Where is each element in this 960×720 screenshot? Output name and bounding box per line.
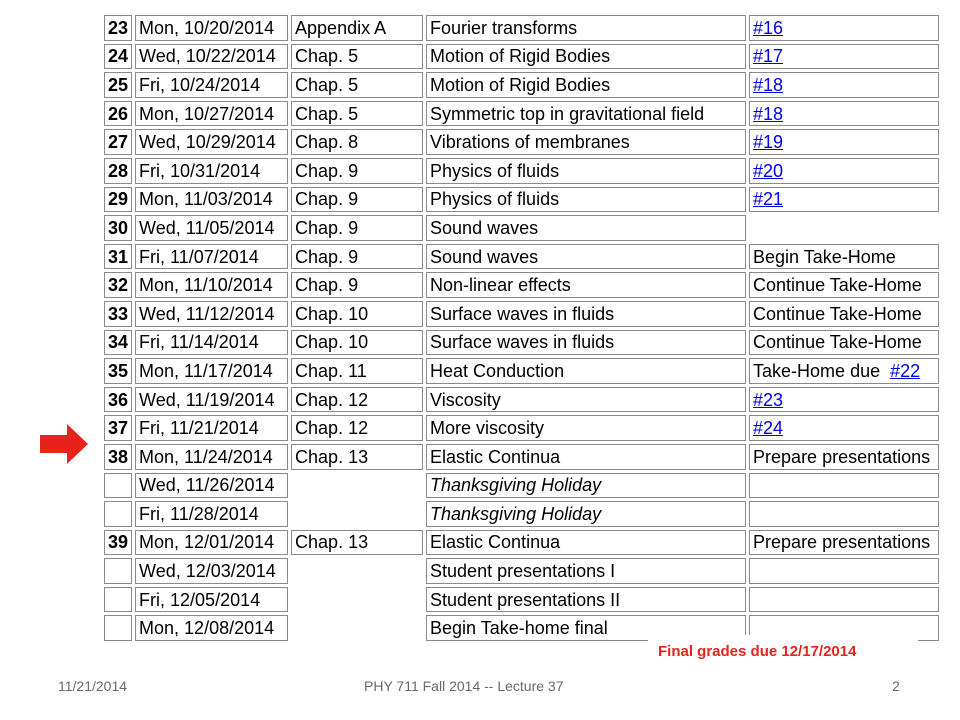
lecture-date-cell: Mon, 11/03/2014	[135, 187, 288, 213]
lecture-number-cell: 27	[104, 129, 132, 155]
lecture-number-cell: 23	[104, 15, 132, 41]
lecture-date-cell: Mon, 10/20/2014	[135, 15, 288, 41]
schedule-row	[104, 215, 939, 241]
topic-cell: Physics of fluids	[426, 158, 746, 184]
schedule-row	[104, 244, 939, 270]
lecture-number-cell: 34	[104, 330, 132, 356]
topic-cell: Elastic Continua	[426, 444, 746, 470]
chapter-cell: Chap. 12	[291, 387, 423, 413]
lecture-number-cell: 29	[104, 187, 132, 213]
chapter-cell: Chap. 9	[291, 244, 423, 270]
chapter-cell: Chap. 10	[291, 301, 423, 327]
homework-text: Begin Take-Home	[753, 246, 896, 267]
homework-text: Prepare presentations	[753, 446, 931, 467]
chapter-cell: Chap. 5	[291, 72, 423, 98]
final-grades-note	[648, 635, 918, 667]
homework-text: Take-Home due	[753, 360, 881, 381]
homework-link[interactable]: #20	[753, 160, 784, 181]
lecture-number-cell	[104, 615, 132, 641]
chapter-cell: Chap. 11	[291, 358, 423, 384]
homework-cell	[749, 587, 939, 613]
course-schedule-table	[101, 12, 942, 644]
homework-cell	[749, 358, 939, 384]
lecture-number-cell: 31	[104, 244, 132, 270]
topic-cell: Sound waves	[426, 215, 746, 241]
footer-course-title: PHY 711 Fall 2014 -- Lecture 37	[364, 678, 564, 694]
lecture-number-cell: 38	[104, 444, 132, 470]
lecture-date-cell: Wed, 11/26/2014	[135, 473, 288, 499]
homework-link[interactable]: #21	[753, 189, 784, 210]
schedule-row	[104, 101, 939, 127]
topic-cell: Vibrations of membranes	[426, 129, 746, 155]
lecture-number-cell: 30	[104, 215, 132, 241]
lecture-number-cell: 32	[104, 272, 132, 298]
lecture-number-cell	[104, 587, 132, 613]
schedule-row	[104, 358, 939, 384]
topic-cell: Fourier transforms	[426, 15, 746, 41]
schedule-row	[104, 530, 939, 556]
schedule-row	[104, 501, 939, 527]
chapter-cell	[291, 615, 423, 641]
lecture-number-cell: 25	[104, 72, 132, 98]
homework-cell	[749, 15, 939, 41]
homework-cell	[749, 301, 939, 327]
topic-cell: Elastic Continua	[426, 530, 746, 556]
chapter-cell: Chap. 13	[291, 444, 423, 470]
lecture-date-cell: Wed, 12/03/2014	[135, 558, 288, 584]
chapter-cell: Chap. 10	[291, 330, 423, 356]
topic-cell: Student presentations II	[426, 587, 746, 613]
homework-text: Continue Take-Home	[753, 303, 922, 324]
homework-cell	[749, 272, 939, 298]
homework-link[interactable]: #16	[753, 17, 784, 38]
topic-cell: Symmetric top in gravitational field	[426, 101, 746, 127]
lecture-date-cell: Wed, 11/19/2014	[135, 387, 288, 413]
chapter-cell: Chap. 9	[291, 158, 423, 184]
schedule-row	[104, 158, 939, 184]
schedule-row	[104, 15, 939, 41]
topic-cell: Student presentations I	[426, 558, 746, 584]
lecture-date-cell: Fri, 12/05/2014	[135, 587, 288, 613]
chapter-cell: Chap. 8	[291, 129, 423, 155]
lecture-date-cell: Fri, 10/24/2014	[135, 72, 288, 98]
schedule-row	[104, 187, 939, 213]
schedule-row	[104, 415, 939, 441]
lecture-number-cell: 28	[104, 158, 132, 184]
homework-link[interactable]: #22	[890, 360, 921, 381]
homework-cell	[749, 501, 939, 527]
homework-cell	[749, 558, 939, 584]
homework-link[interactable]: #18	[753, 74, 784, 95]
schedule-row	[104, 72, 939, 98]
topic-cell: Begin Take-home final	[426, 615, 746, 641]
lecture-number-cell: 35	[104, 358, 132, 384]
schedule-row	[104, 272, 939, 298]
lecture-date-cell: Wed, 10/22/2014	[135, 44, 288, 70]
chapter-cell	[291, 473, 423, 499]
schedule-row	[104, 587, 939, 613]
lecture-date-cell: Wed, 10/29/2014	[135, 129, 288, 155]
homework-cell	[749, 530, 939, 556]
lecture-number-cell: 24	[104, 44, 132, 70]
lecture-number-cell: 39	[104, 530, 132, 556]
topic-cell: Motion of Rigid Bodies	[426, 72, 746, 98]
homework-cell	[749, 101, 939, 127]
lecture-number-cell	[104, 473, 132, 499]
lecture-date-cell: Mon, 10/27/2014	[135, 101, 288, 127]
lecture-date-cell: Mon, 11/17/2014	[135, 358, 288, 384]
chapter-cell: Chap. 12	[291, 415, 423, 441]
topic-cell: Heat Conduction	[426, 358, 746, 384]
homework-cell	[749, 415, 939, 441]
schedule-row	[104, 129, 939, 155]
homework-link[interactable]: #23	[753, 389, 784, 410]
homework-cell	[749, 72, 939, 98]
schedule-row	[104, 330, 939, 356]
lecture-number-cell: 37	[104, 415, 132, 441]
schedule-row	[104, 558, 939, 584]
lecture-date-cell: Mon, 11/10/2014	[135, 272, 288, 298]
homework-link[interactable]: #18	[753, 103, 784, 124]
homework-cell	[749, 158, 939, 184]
schedule-row	[104, 44, 939, 70]
homework-link[interactable]: #17	[753, 46, 784, 67]
chapter-cell: Chap. 9	[291, 187, 423, 213]
topic-cell: Sound waves	[426, 244, 746, 270]
topic-cell: Surface waves in fluids	[426, 301, 746, 327]
lecture-number-cell	[104, 558, 132, 584]
homework-cell	[749, 44, 939, 70]
topic-cell: Motion of Rigid Bodies	[426, 44, 746, 70]
schedule-body	[104, 15, 939, 641]
homework-cell	[749, 330, 939, 356]
chapter-cell	[291, 558, 423, 584]
lecture-number-cell: 33	[104, 301, 132, 327]
lecture-date-cell: Fri, 11/21/2014	[135, 415, 288, 441]
lecture-date-cell: Mon, 12/08/2014	[135, 615, 288, 641]
lecture-number-cell	[104, 501, 132, 527]
topic-cell: More viscosity	[426, 415, 746, 441]
lecture-date-cell: Wed, 11/05/2014	[135, 215, 288, 241]
footer-page-number: 2	[892, 678, 900, 694]
homework-cell	[749, 187, 939, 213]
schedule-row	[104, 473, 939, 499]
lecture-number-cell: 36	[104, 387, 132, 413]
topic-cell: Physics of fluids	[426, 187, 746, 213]
right-arrow-icon	[40, 424, 88, 464]
homework-cell	[749, 387, 939, 413]
lecture-date-cell: Fri, 10/31/2014	[135, 158, 288, 184]
lecture-date-cell: Mon, 11/24/2014	[135, 444, 288, 470]
homework-text: Continue Take-Home	[753, 332, 922, 353]
schedule-row	[104, 387, 939, 413]
homework-cell	[749, 444, 939, 470]
lecture-date-cell: Fri, 11/28/2014	[135, 501, 288, 527]
homework-cell	[749, 244, 939, 270]
chapter-cell: Chap. 9	[291, 272, 423, 298]
schedule-row	[104, 301, 939, 327]
topic-cell: Viscosity	[426, 387, 746, 413]
homework-text: Continue Take-Home	[753, 275, 922, 296]
chapter-cell: Chap. 5	[291, 44, 423, 70]
lecture-date-cell: Mon, 12/01/2014	[135, 530, 288, 556]
lecture-date-cell: Fri, 11/07/2014	[135, 244, 288, 270]
homework-text: Prepare presentations	[753, 532, 931, 553]
homework-cell	[749, 129, 939, 155]
homework-cell	[749, 215, 939, 241]
chapter-cell: Appendix A	[291, 15, 423, 41]
chapter-cell	[291, 501, 423, 527]
chapter-cell	[291, 587, 423, 613]
topic-cell: Non-linear effects	[426, 272, 746, 298]
lecture-number-cell: 26	[104, 101, 132, 127]
homework-cell	[749, 473, 939, 499]
footer-date: 11/21/2014	[58, 678, 128, 694]
topic-cell: Surface waves in fluids	[426, 330, 746, 356]
schedule-row	[104, 444, 939, 470]
homework-link[interactable]: #19	[753, 132, 784, 153]
homework-link[interactable]: #24	[753, 418, 784, 439]
chapter-cell: Chap. 9	[291, 215, 423, 241]
lecture-date-cell: Wed, 11/12/2014	[135, 301, 288, 327]
chapter-cell: Chap. 5	[291, 101, 423, 127]
topic-cell: Thanksgiving Holiday	[426, 473, 746, 499]
topic-cell: Thanksgiving Holiday	[426, 501, 746, 527]
final-grades-note-text: Final grades due 12/17/2014	[658, 643, 857, 660]
lecture-date-cell: Fri, 11/14/2014	[135, 330, 288, 356]
chapter-cell: Chap. 13	[291, 530, 423, 556]
